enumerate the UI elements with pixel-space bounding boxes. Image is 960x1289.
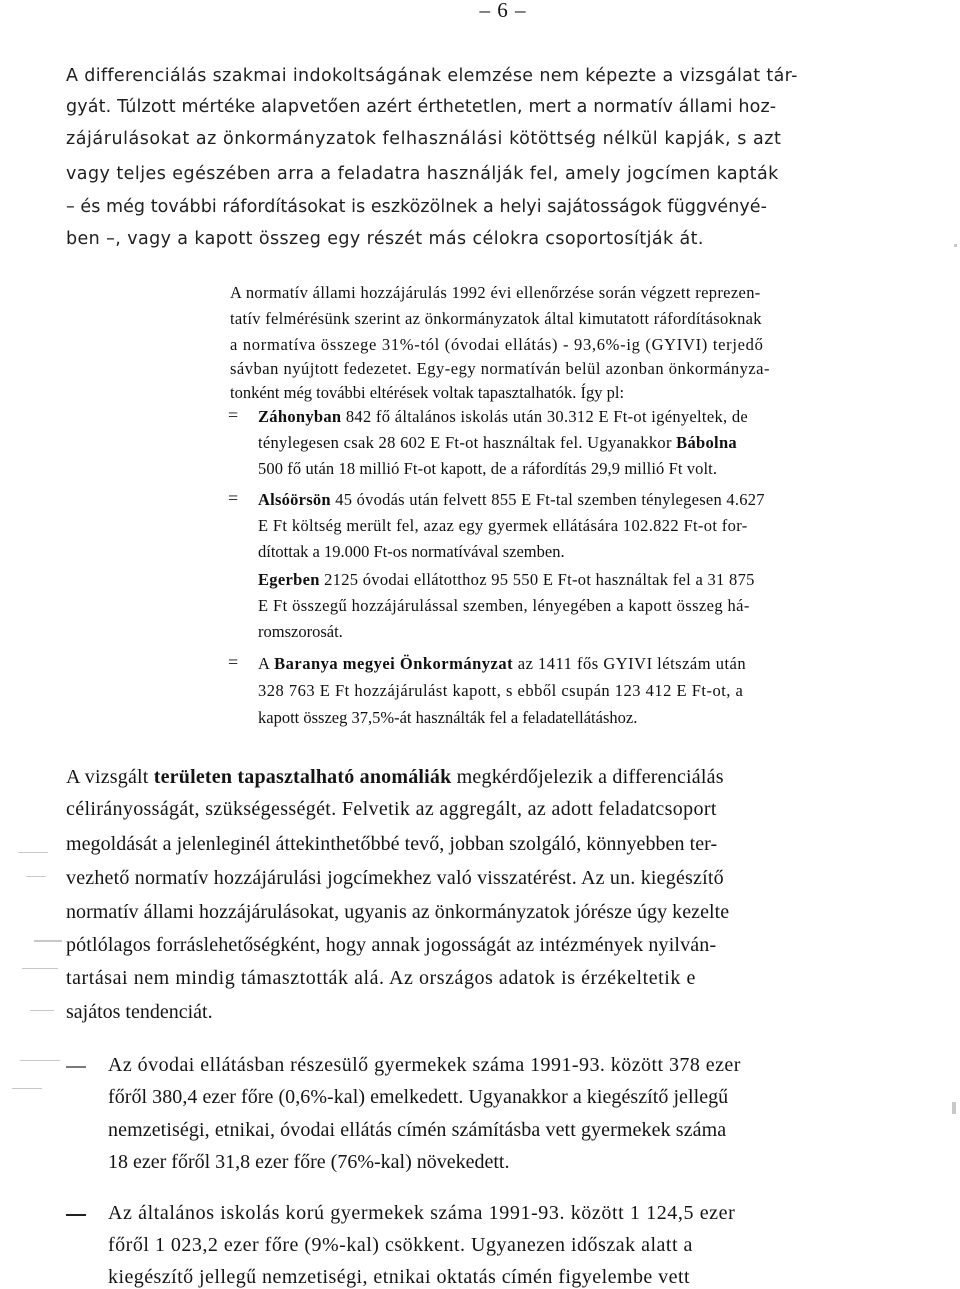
quote-item-line: kapott összeg 37,5%-át használták fel a feladatellátáshoz. (258, 708, 638, 727)
scan-noise (12, 1088, 42, 1089)
quote-item-line: Egerben 2125 óvodai ellátotthoz 95 550 E Ft-ot használtak fel a 31 875 (258, 570, 755, 589)
scan-noise (34, 940, 62, 942)
place-name: Egerben (258, 570, 320, 589)
paragraph1-line: gyát. Túlzott mértéke alapvetően azért érthetetlen, mert a normatív állami hoz- (66, 97, 777, 117)
quote-item-line: E Ft összegű hozzájárulással szemben, lényegében a kapott összeg há- (258, 596, 750, 615)
quote-item-line: ténylegesen csak 28 602 E Ft-ot használtak fel. Ugyanakkor Bábolna (258, 433, 737, 452)
scan-noise (26, 876, 46, 877)
quote-item-line: 328 763 E Ft hozzájárulást kapott, s ebből csupán 123 412 E Ft-ot, a (258, 681, 744, 700)
paragraph2-line: sajátos tendenciát. (66, 1001, 213, 1023)
place-name: Bábolna (676, 433, 737, 452)
paragraph2-line: A vizsgált területen tapasztalható anomáliák megkérdőjelezik a differenciálás (66, 766, 724, 788)
list-marker: = (228, 488, 239, 508)
bullet-dash (66, 1066, 86, 1068)
quote-line: tatív felmérésünk szerint az önkormányzatok által kimutatott ráfordításoknak (230, 309, 762, 328)
paragraph1-line: ben –, vagy a kapott összeg egy részét más célokra csoportosítják át. (66, 229, 704, 249)
quote-item-line: romszorosát. (258, 622, 343, 641)
quote-item-line: 500 fő után 18 millió Ft-ot kapott, de a ráfordítás 29,9 millió Ft volt. (258, 459, 718, 478)
quote-line: tonként még további eltérések voltak tapasztalhatók. Így pl: (230, 383, 625, 402)
scan-noise (952, 1102, 956, 1114)
scan-noise (30, 1010, 54, 1011)
quote-item-line: E Ft költség merült fel, azaz egy gyermek ellátására 102.822 Ft-ot for- (258, 516, 748, 535)
quote-line: A normatív állami hozzájárulás 1992 évi ellenőrzése során végzett reprezen- (230, 283, 761, 302)
paragraph1-line: zájárulásokat az önkormányzatok felhasználási kötöttség nélkül kapják, s azt (66, 129, 782, 149)
scan-noise (954, 244, 957, 247)
place-name: Alsóörsön (258, 490, 331, 509)
scan-noise (20, 1060, 60, 1061)
paragraph2-line: tartásai nem mindig támasztották alá. Az országos adatok is érzékeltetik e (66, 967, 696, 989)
bullet-line: Az általános iskolás korú gyermekek száma 1991-93. között 1 124,5 ezer (108, 1202, 736, 1224)
paragraph2-line: megoldását a jelenleginél áttekinthetőbbé tevő, jobban szolgáló, könnyebben ter- (66, 833, 718, 855)
paragraph2-line: pótlólagos forráslehetőségként, hogy annak jogosságát az intézmények nyilván- (66, 934, 717, 956)
list-marker: = (228, 652, 239, 672)
paragraph1-line: vagy teljes egészében arra a feladatra használják fel, amely jogcímen kapták (66, 164, 779, 184)
bullet-line: Az óvodai ellátásban részesülő gyermekek száma 1991-93. között 378 ezer (108, 1054, 741, 1076)
bullet-dash (66, 1214, 86, 1216)
quote-item-line: Alsóörsön 45 óvodás után felvett 855 E Ft-tal szemben ténylegesen 4.627 (258, 490, 765, 509)
bullet-line: 18 ezer főről 31,8 ezer főre (76%-kal) növekedett. (108, 1151, 510, 1173)
scan-noise (18, 852, 48, 853)
scan-noise (22, 968, 58, 969)
bullet-line: kiegészítő jellegű nemzetiségi, etnikai oktatás címén figyelembe vett (108, 1266, 690, 1288)
quote-item-line: Záhonyban 842 fő általános iskolás után 30.312 E Ft-ot igényeltek, de (258, 407, 749, 426)
quote-item-line: dítottak a 19.000 Ft-os normatívával szemben. (258, 542, 565, 561)
place-name: Záhonyban (258, 407, 342, 426)
paragraph2-line: célirányosságát, szükségességét. Felvetik az aggregált, az adott feladatcsoport (66, 798, 717, 820)
paragraph2-line: vezhető normatív hozzájárulási jogcímekhez való visszatérést. Az un. kiegészítő (66, 867, 724, 889)
bullet-line: főről 380,4 ezer főre (0,6%-kal) emelkedett. Ugyanakkor a kiegészítő jellegű (108, 1086, 729, 1108)
quote-item-line: A Baranya megyei Önkormányzat az 1411 fős GYIVI létszám után (258, 654, 747, 673)
quote-line: a normatíva összege 31%-tól (óvodai ellátás) - 93,6%-ig (GYIVI) terjedő (230, 335, 764, 354)
paragraph1-line: – és még további ráfordításokat is eszközölnek a helyi sajátosságok függvényé- (66, 197, 767, 217)
bullet-line: nemzetiségi, etnikai, óvodai ellátás címén számításba vett gyermekek száma (108, 1119, 727, 1141)
page-number: – 6 – (479, 0, 527, 22)
bullet-line: főről 1 023,2 ezer főre (9%-kal) csökkent. Ugyanezen időszak alatt a (108, 1234, 693, 1256)
paragraph2-line: normatív állami hozzájárulásokat, ugyanis az önkormányzatok jórésze úgy kezelte (66, 901, 730, 923)
quote-line: sávban nyújtott fedezetet. Egy-egy normatíván belül azonban önkormányza- (230, 359, 770, 378)
list-marker: = (228, 405, 239, 425)
paragraph1-line: A differenciálás szakmai indokoltságának elemzése nem képezte a vizsgálat tár- (66, 66, 798, 86)
organization-name: Baranya megyei Önkormányzat (274, 654, 514, 673)
